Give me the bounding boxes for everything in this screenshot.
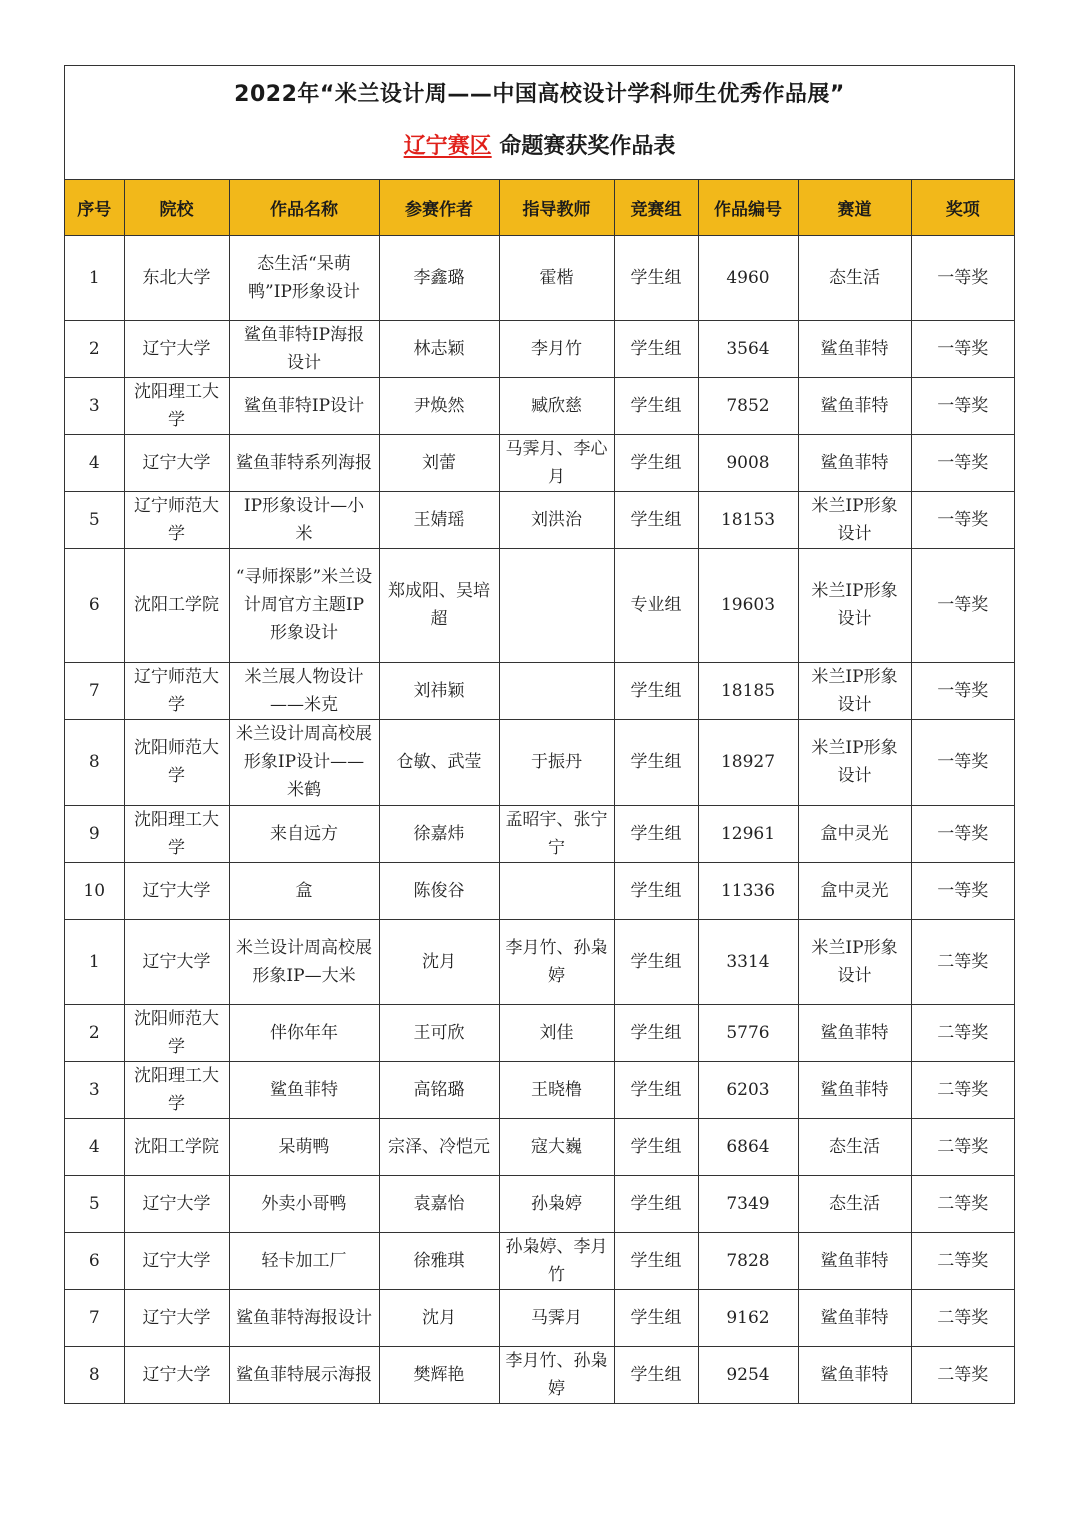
- cell-author: 樊辉艳: [379, 1346, 499, 1403]
- col-header-advisor: 指导教师: [499, 180, 614, 235]
- cell-code: 9162: [698, 1289, 798, 1346]
- table-row: [65, 235, 1014, 320]
- subtitle-text: 命题赛获奖作品表: [499, 134, 676, 159]
- cell-award: 一等奖: [911, 491, 1014, 548]
- cell-track: 盒中灵光: [798, 805, 911, 862]
- cell-author: 袁嘉怡: [379, 1175, 499, 1232]
- cell-author: 李鑫璐: [379, 235, 499, 320]
- cell-group: 学生组: [614, 377, 698, 434]
- cell-work: 轻卡加工厂: [229, 1232, 379, 1289]
- cell-award: 一等奖: [911, 805, 1014, 862]
- cell-advisor: [499, 548, 614, 662]
- title-block: [65, 66, 1014, 180]
- cell-group: 学生组: [614, 805, 698, 862]
- cell-advisor: 孙枭婷、李月竹: [499, 1232, 614, 1289]
- cell-advisor: 马霁月: [499, 1289, 614, 1346]
- cell-code: 3314: [698, 919, 798, 1004]
- cell-school: 辽宁师范大学: [124, 491, 229, 548]
- cell-no: 7: [65, 1289, 124, 1346]
- cell-advisor: 孟昭宇、张宁宁: [499, 805, 614, 862]
- cell-track: 鲨鱼菲特: [798, 434, 911, 491]
- cell-advisor: 于振丹: [499, 719, 614, 805]
- cell-code: 9008: [698, 434, 798, 491]
- cell-award: 一等奖: [911, 662, 1014, 719]
- cell-advisor: 李月竹、孙枭婷: [499, 919, 614, 1004]
- cell-track: 鲨鱼菲特: [798, 1004, 911, 1061]
- table-row: [65, 919, 1014, 1004]
- cell-work: IP形象设计—小米: [229, 491, 379, 548]
- cell-work: 鲨鱼菲特系列海报: [229, 434, 379, 491]
- cell-advisor: [499, 662, 614, 719]
- cell-group: 专业组: [614, 548, 698, 662]
- col-header-group: 竞赛组: [614, 180, 698, 235]
- cell-track: 米兰IP形象设计: [798, 719, 911, 805]
- cell-work: 态生活“呆萌鸭”IP形象设计: [229, 235, 379, 320]
- cell-group: 学生组: [614, 320, 698, 377]
- cell-track: 鲨鱼菲特: [798, 1061, 911, 1118]
- cell-group: 学生组: [614, 662, 698, 719]
- col-header-award: 奖项: [911, 180, 1014, 235]
- cell-work: 鲨鱼菲特海报设计: [229, 1289, 379, 1346]
- cell-track: 态生活: [798, 1175, 911, 1232]
- cell-author: 沈月: [379, 1289, 499, 1346]
- cell-code: 3564: [698, 320, 798, 377]
- table-row: [65, 1289, 1014, 1346]
- cell-school: 辽宁大学: [124, 1346, 229, 1403]
- cell-school: 沈阳师范大学: [124, 719, 229, 805]
- cell-work: 鲨鱼菲特IP设计: [229, 377, 379, 434]
- table-row: [65, 862, 1014, 919]
- cell-no: 9: [65, 805, 124, 862]
- cell-track: 鲨鱼菲特: [798, 1232, 911, 1289]
- cell-award: 二等奖: [911, 1232, 1014, 1289]
- cell-code: 6864: [698, 1118, 798, 1175]
- cell-no: 3: [65, 377, 124, 434]
- cell-no: 2: [65, 320, 124, 377]
- table-body: [65, 235, 1014, 1403]
- cell-code: 7828: [698, 1232, 798, 1289]
- document-title: 2022年“米兰设计周——中国高校设计学科师生优秀作品展”: [234, 82, 845, 107]
- cell-advisor: 李月竹、孙枭婷: [499, 1346, 614, 1403]
- cell-advisor: 马霁月、李心月: [499, 434, 614, 491]
- col-header-school: 院校: [124, 180, 229, 235]
- cell-award: 一等奖: [911, 235, 1014, 320]
- cell-author: 陈俊谷: [379, 862, 499, 919]
- award-table-sheet: [64, 65, 1015, 1404]
- cell-group: 学生组: [614, 1232, 698, 1289]
- cell-no: 6: [65, 1232, 124, 1289]
- cell-author: 王可欣: [379, 1004, 499, 1061]
- table-row: [65, 1232, 1014, 1289]
- cell-no: 8: [65, 719, 124, 805]
- cell-no: 3: [65, 1061, 124, 1118]
- col-header-code: 作品编号: [698, 180, 798, 235]
- table-row: [65, 1118, 1014, 1175]
- cell-award: 一等奖: [911, 719, 1014, 805]
- cell-award: 二等奖: [911, 1004, 1014, 1061]
- col-header-no: 序号: [65, 180, 124, 235]
- table-row: [65, 1004, 1014, 1061]
- cell-group: 学生组: [614, 1118, 698, 1175]
- cell-track: 态生活: [798, 1118, 911, 1175]
- region-name: 辽宁赛区: [403, 134, 492, 159]
- cell-work: 鲨鱼菲特IP海报设计: [229, 320, 379, 377]
- cell-school: 沈阳师范大学: [124, 1004, 229, 1061]
- cell-code: 6203: [698, 1061, 798, 1118]
- cell-advisor: 刘洪治: [499, 491, 614, 548]
- cell-award: 一等奖: [911, 862, 1014, 919]
- cell-advisor: 李月竹: [499, 320, 614, 377]
- cell-school: 辽宁大学: [124, 1175, 229, 1232]
- cell-advisor: 寇大巍: [499, 1118, 614, 1175]
- awards-table: [65, 180, 1014, 1403]
- table-row: [65, 1346, 1014, 1403]
- cell-school: 辽宁大学: [124, 919, 229, 1004]
- cell-code: 7349: [698, 1175, 798, 1232]
- cell-award: 二等奖: [911, 1118, 1014, 1175]
- document-subtitle: [65, 132, 1014, 162]
- cell-code: 18185: [698, 662, 798, 719]
- cell-school: 辽宁大学: [124, 1232, 229, 1289]
- cell-author: 沈月: [379, 919, 499, 1004]
- cell-advisor: 霍楷: [499, 235, 614, 320]
- table-row: [65, 1175, 1014, 1232]
- header-row: [65, 180, 1014, 235]
- cell-group: 学生组: [614, 1175, 698, 1232]
- cell-work: “寻师探影”米兰设计周官方主题IP形象设计: [229, 548, 379, 662]
- cell-track: 米兰IP形象设计: [798, 919, 911, 1004]
- cell-no: 1: [65, 919, 124, 1004]
- cell-code: 12961: [698, 805, 798, 862]
- cell-award: 一等奖: [911, 320, 1014, 377]
- cell-group: 学生组: [614, 1346, 698, 1403]
- cell-code: 19603: [698, 548, 798, 662]
- cell-group: 学生组: [614, 434, 698, 491]
- cell-advisor: 臧欣慈: [499, 377, 614, 434]
- cell-school: 沈阳工学院: [124, 1118, 229, 1175]
- col-header-work: 作品名称: [229, 180, 379, 235]
- cell-school: 沈阳理工大学: [124, 805, 229, 862]
- cell-school: 沈阳理工大学: [124, 377, 229, 434]
- cell-author: 徐嘉炜: [379, 805, 499, 862]
- cell-track: 米兰IP形象设计: [798, 662, 911, 719]
- cell-work: 米兰设计周高校展形象IP设计——米鹤: [229, 719, 379, 805]
- cell-author: 高铭璐: [379, 1061, 499, 1118]
- cell-school: 辽宁大学: [124, 862, 229, 919]
- cell-group: 学生组: [614, 862, 698, 919]
- cell-no: 10: [65, 862, 124, 919]
- table-row: [65, 491, 1014, 548]
- cell-school: 辽宁大学: [124, 434, 229, 491]
- cell-author: 宗泽、冷恺元: [379, 1118, 499, 1175]
- cell-no: 2: [65, 1004, 124, 1061]
- table-row: [65, 434, 1014, 491]
- cell-no: 5: [65, 491, 124, 548]
- cell-award: 二等奖: [911, 1289, 1014, 1346]
- cell-code: 7852: [698, 377, 798, 434]
- cell-work: 鲨鱼菲特: [229, 1061, 379, 1118]
- cell-author: 刘祎颖: [379, 662, 499, 719]
- cell-code: 4960: [698, 235, 798, 320]
- cell-school: 沈阳理工大学: [124, 1061, 229, 1118]
- cell-school: 东北大学: [124, 235, 229, 320]
- table-row: [65, 1061, 1014, 1118]
- cell-group: 学生组: [614, 919, 698, 1004]
- cell-no: 8: [65, 1346, 124, 1403]
- cell-work: 呆萌鸭: [229, 1118, 379, 1175]
- cell-track: 鲨鱼菲特: [798, 1346, 911, 1403]
- cell-track: 态生活: [798, 235, 911, 320]
- cell-group: 学生组: [614, 719, 698, 805]
- table-row: [65, 320, 1014, 377]
- cell-work: 鲨鱼菲特展示海报: [229, 1346, 379, 1403]
- cell-no: 4: [65, 1118, 124, 1175]
- cell-work: 伴你年年: [229, 1004, 379, 1061]
- cell-code: 18153: [698, 491, 798, 548]
- cell-award: 一等奖: [911, 548, 1014, 662]
- cell-author: 郑成阳、吴培超: [379, 548, 499, 662]
- cell-group: 学生组: [614, 1004, 698, 1061]
- cell-advisor: 孙枭婷: [499, 1175, 614, 1232]
- cell-work: 来自远方: [229, 805, 379, 862]
- cell-author: 徐雅琪: [379, 1232, 499, 1289]
- cell-award: 二等奖: [911, 1175, 1014, 1232]
- cell-group: 学生组: [614, 491, 698, 548]
- cell-no: 1: [65, 235, 124, 320]
- cell-track: 鲨鱼菲特: [798, 377, 911, 434]
- cell-author: 林志颖: [379, 320, 499, 377]
- cell-award: 二等奖: [911, 1346, 1014, 1403]
- table-row: [65, 548, 1014, 662]
- cell-advisor: 刘佳: [499, 1004, 614, 1061]
- table-row: [65, 719, 1014, 805]
- cell-award: 一等奖: [911, 377, 1014, 434]
- cell-work: 外卖小哥鸭: [229, 1175, 379, 1232]
- cell-code: 9254: [698, 1346, 798, 1403]
- cell-code: 18927: [698, 719, 798, 805]
- cell-track: 米兰IP形象设计: [798, 491, 911, 548]
- cell-code: 11336: [698, 862, 798, 919]
- cell-no: 5: [65, 1175, 124, 1232]
- table-row: [65, 805, 1014, 862]
- cell-work: 米兰设计周高校展形象IP—大米: [229, 919, 379, 1004]
- cell-code: 5776: [698, 1004, 798, 1061]
- cell-track: 鲨鱼菲特: [798, 320, 911, 377]
- table-row: [65, 377, 1014, 434]
- cell-group: 学生组: [614, 1061, 698, 1118]
- cell-advisor: [499, 862, 614, 919]
- cell-track: 盒中灵光: [798, 862, 911, 919]
- cell-award: 二等奖: [911, 919, 1014, 1004]
- col-header-author: 参赛作者: [379, 180, 499, 235]
- cell-award: 二等奖: [911, 1061, 1014, 1118]
- cell-advisor: 王晓橹: [499, 1061, 614, 1118]
- cell-author: 尹焕然: [379, 377, 499, 434]
- cell-author: 刘蕾: [379, 434, 499, 491]
- cell-no: 6: [65, 548, 124, 662]
- cell-work: 米兰展人物设计——米克: [229, 662, 379, 719]
- cell-track: 鲨鱼菲特: [798, 1289, 911, 1346]
- cell-award: 一等奖: [911, 434, 1014, 491]
- cell-track: 米兰IP形象设计: [798, 548, 911, 662]
- cell-author: 王婧瑶: [379, 491, 499, 548]
- cell-group: 学生组: [614, 1289, 698, 1346]
- cell-no: 7: [65, 662, 124, 719]
- cell-school: 辽宁大学: [124, 1289, 229, 1346]
- cell-school: 辽宁师范大学: [124, 662, 229, 719]
- cell-school: 沈阳工学院: [124, 548, 229, 662]
- cell-author: 仓敏、武莹: [379, 719, 499, 805]
- cell-school: 辽宁大学: [124, 320, 229, 377]
- table-row: [65, 662, 1014, 719]
- col-header-track: 赛道: [798, 180, 911, 235]
- cell-no: 4: [65, 434, 124, 491]
- cell-work: 盒: [229, 862, 379, 919]
- cell-group: 学生组: [614, 235, 698, 320]
